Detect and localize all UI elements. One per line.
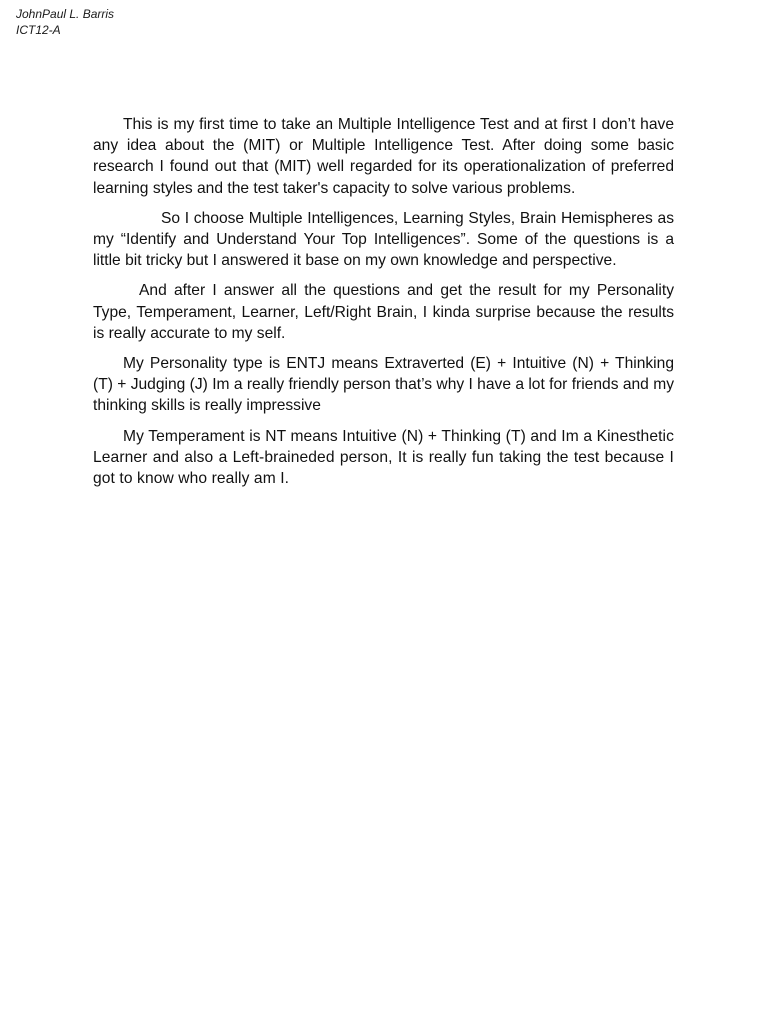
paragraph-temperament: My Temperament is NT means Intuitive (N) + Thinking (T) and Im a Kinesthetic Learner and also a Left-braineded person, It is really fun taking the test because I got to know who really am I.: [93, 427, 674, 488]
paragraph-personality-type: My Personality type is ENTJ means Extraverted (E) + Intuitive (N) + Thinking (T) + Judging (J) Im a really friendly person that’s why I have a lot for friends and my thinking skills is really impressive: [93, 355, 674, 415]
paragraph-intro: This is my first time to take an Multiple Intelligence Test and at first I don’t have any idea about the (MIT) or Multiple Intelligence Test. After doing some basic research I found out that (MIT) well regarded for its operationalization of preferred learning styles and the test taker's capacity to solve various problems.: [93, 116, 674, 197]
class-section: ICT12-A: [16, 23, 61, 37]
paragraph-test-choice: So I choose Multiple Intelligences, Learning Styles, Brain Hemispheres as my “Identify and Understand Your Top Intelligences”. Some of the questions is a little bit tricky but I answered it base on my own knowledge and perspective.: [93, 209, 674, 270]
paragraph-results: And after I answer all the questions and get the result for my Personality Type, Temperament, Learner, Left/Right Brain, I kinda surprise because the results is really accurate to my self.: [93, 282, 674, 342]
author-header: [16, 6, 114, 38]
essay-body: [93, 114, 674, 498]
author-name: JohnPaul L. Barris: [16, 7, 115, 21]
